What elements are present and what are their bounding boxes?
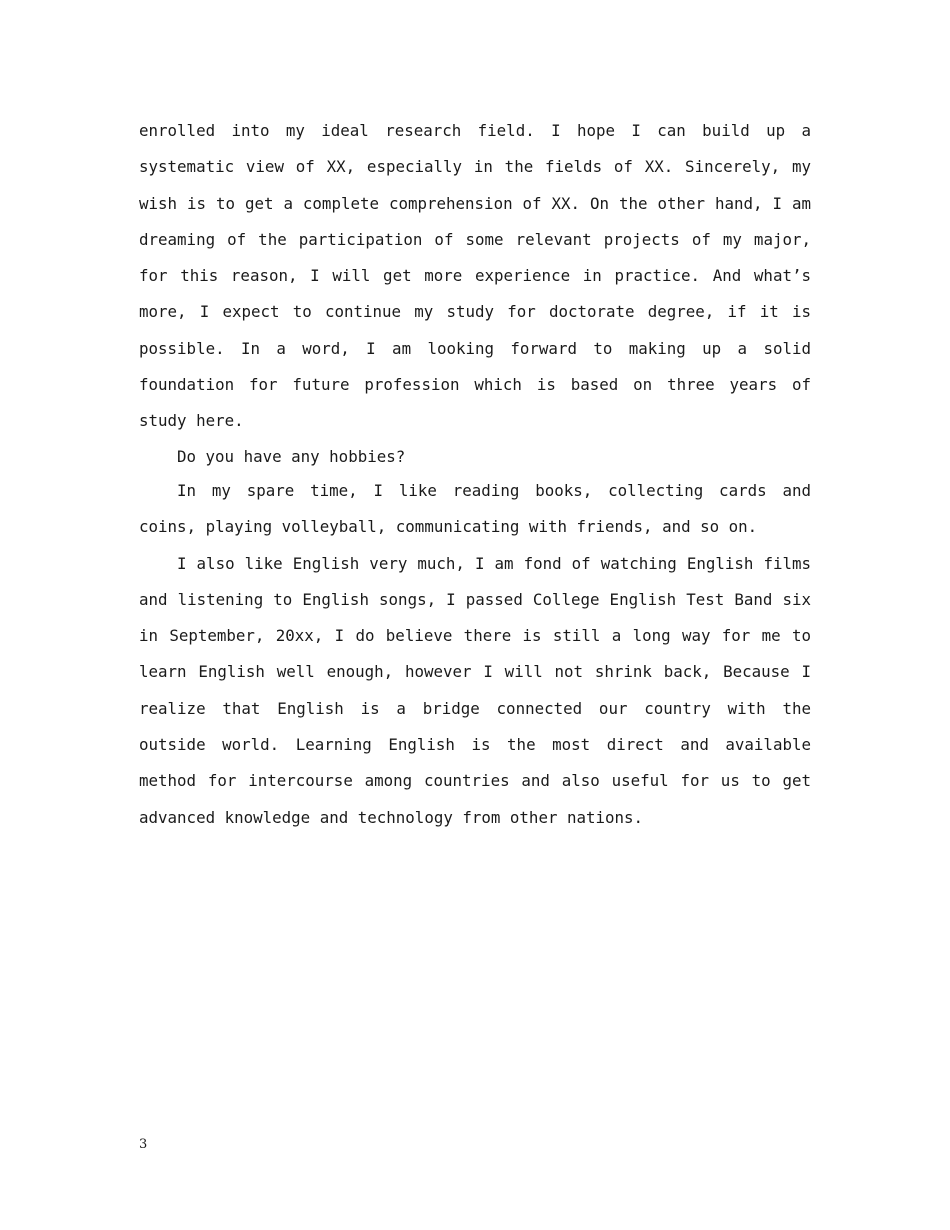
page-number: 3 — [139, 1137, 148, 1152]
paragraph-research-goals: enrolled into my ideal research field. I hope I can build up a systematic view of XX, especially in the fields of XX. Sincerely, my wish is to get a complete comprehension of XX. On the other hand, I am dreaming of the participation of some relevant projects of my major, for this reason, I will get more experience in practice. And what’s more, I expect to continue my study for doctorate degree, if it is possible. In a word, I am looking forward to making up a solid foundation for future profession which is based on three years of study here. — [139, 121, 811, 431]
paragraph-spare-time: In my spare time, I like reading books, collecting cards and coins, playing volleyball, communicating with friends, and so on. — [139, 480, 811, 537]
question-hobbies: Do you have any hobbies? — [177, 446, 406, 466]
page-body — [139, 113, 811, 836]
paragraph-english: I also like English very much, I am fond of watching English films and listening to English songs, I passed College English Test Band six in September, 20xx, I do believe there is still a long way for me to learn English well enough, however I will not shrink back, Because I realize that English is a bridge connected our country with the outside world. Learning English is the most direct and available method for intercourse among countries and also useful for us to get advanced knowledge and technology from other nations. — [139, 553, 811, 827]
